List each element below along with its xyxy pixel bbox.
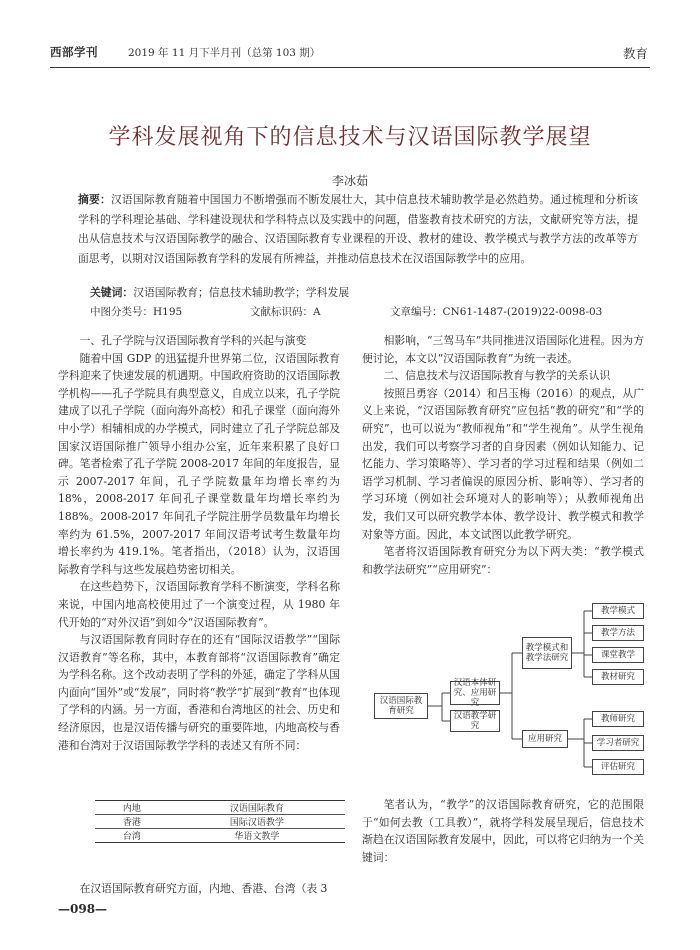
table-cell: 内地 bbox=[95, 801, 169, 815]
table-row bbox=[95, 829, 345, 843]
section-heading: 二、信息技术与汉语国际教育与教学的关系认识 bbox=[383, 369, 611, 383]
issue-info: 2019 年 11 月下半月刊（总第 103 期） bbox=[128, 47, 321, 59]
diagram-applied: 应用研究 bbox=[522, 730, 568, 748]
abstract-label: 摘要： bbox=[78, 193, 111, 206]
diagram-mid: 教学模式和教学法研究 bbox=[522, 637, 572, 669]
table-cell: 台湾 bbox=[95, 829, 169, 843]
paragraph: 相影响，“三驾马车”共同推进汉语国际化进程。因为方便讨论，本文以“汉语国际教育”为统一表述。 bbox=[362, 334, 644, 365]
author-name: 李冰茹 bbox=[331, 174, 368, 188]
diagram-leaf: 教学模式 bbox=[592, 603, 644, 619]
paragraph: 笔者认为，“教学”的汉语国际教育研究，它的范围限于“如何去教（工具教）”，就将学科发展呈现后，信息技术渐趋在汉语国际教育发展中，因此，可以将它归纳为一个关键词： bbox=[362, 798, 644, 864]
table-cell: 香港 bbox=[95, 815, 169, 829]
table-row bbox=[95, 815, 345, 829]
diagram-leaf: 学习者研究 bbox=[592, 735, 644, 751]
table-row bbox=[95, 801, 345, 815]
keywords-text: 汉语国际教育；信息技术辅助教学；学科发展 bbox=[133, 286, 350, 299]
right-after-diagram bbox=[362, 796, 644, 866]
running-header bbox=[50, 44, 650, 66]
right-column bbox=[362, 332, 644, 578]
left-column bbox=[58, 332, 340, 754]
diagram-branch-b: 汉语教学研究 bbox=[450, 710, 500, 732]
doc-code: 文献标识码：A bbox=[250, 306, 321, 318]
table-cell: 汉语国际教育 bbox=[169, 801, 345, 815]
abstract-text: 汉语国际教育随着中国国力不断增强而不断发展壮大，其中信息技术辅助教学是必然趋势。通过梳理和分析该学科的学科理论基础、学科建设现状和学科特点以及实践中的问题，借鉴教育技术研究的方法，文献研究等方法，提出从信息技术与汉语国际教学的融合、汉语国际教育专业课程的开设、教材的建设、教学模式与教学方法的改革等方面思考，以期对汉语国际教育学科的发展有所裨益，并推动信息技术在汉语国际教学中的应用。 bbox=[78, 193, 638, 265]
paragraph: 在这些趋势下，汉语国际教育学科不断演变，学科名称来说，中国内地高校使用过了一个演变过程，从 1980 年代开始的“对外汉语”到如今“汉语国际教育”。 bbox=[58, 580, 340, 629]
diagram-root: 汉语国际教育研究 bbox=[374, 693, 428, 719]
paragraph: 笔者将汉语国际教育研究分为以下两大类：“教学模式和教学法研究”“应用研究”： bbox=[362, 545, 644, 576]
region-name-table bbox=[95, 800, 345, 843]
page-number: —098— bbox=[58, 902, 108, 916]
diagram-leaf: 教学方法 bbox=[592, 625, 644, 641]
paragraph: 在汉语国际教育研究方面，内地、香港、台湾（表 3 bbox=[79, 882, 328, 895]
table-cell: 国际汉语教学 bbox=[169, 815, 345, 829]
paragraph: 与汉语国际教育同时存在的还有“国际汉语教学”“国际汉语教育”等名称，其中，本教育部将“汉语国际教育”确定为学科名称。这个改动表明了学科的外延，确定了学科从国内面向“国外”或“发展”，同时将“教学”扩展到“教育”也体现了学科的内涵。另一方面，香港和台湾地区的社会、历史和经济原因，也是汉语传播与研究的重要阵地，内地高校与香港和台湾对于汉语国际教学学科的表述又有所不同： bbox=[58, 633, 340, 752]
keywords-label: 关键词： bbox=[90, 286, 134, 299]
diagram-leaf: 课堂教学 bbox=[592, 647, 644, 663]
column-label: 教育 bbox=[622, 46, 648, 61]
article-number: 文章编号：CN61-1487-(2019)22-0098-03 bbox=[390, 306, 603, 318]
diagram-leaf: 评估研究 bbox=[592, 759, 644, 775]
research-classification-diagram bbox=[372, 591, 652, 791]
keywords bbox=[90, 285, 650, 300]
article-title: 学科发展视角下的信息技术与汉语国际教学展望 bbox=[108, 125, 592, 150]
abstract bbox=[78, 190, 638, 268]
paragraph: 按照吕勇容（2014）和吕玉梅（2016）的观点，从广义上来说，“汉语国际教育研究”应包括“教的研究”和“学的研究”，也可以说为“教师视角”和“学生视角”。从学生视角出发，我们可以考察学习者的自身因素（例如认知能力、记忆能力、学习策略等）、学习者的学习过程和结果（例如二语学习机制、学习者偏误的原因分析、影响等）、学习者的学习环境（例如社会环境对人的影响等）；从教师视角出发，我们又可以研究教学本体、教学设计、教学模式和教学对象等方面。因此，本文试图以此教学研究。 bbox=[362, 386, 644, 541]
article-meta bbox=[90, 304, 650, 320]
table-cell: 华语文教学 bbox=[169, 829, 345, 843]
left-after-table bbox=[58, 880, 340, 898]
header-rule bbox=[50, 67, 650, 68]
diagram-leaf: 教师研究 bbox=[592, 711, 644, 727]
section-heading: 一、孔子学院与汉语国际教育学科的兴起与演变 bbox=[79, 334, 307, 347]
diagram-leaf: 教材研究 bbox=[592, 669, 644, 685]
diagram-branch-a: 汉语本体研究、应用研究 bbox=[450, 681, 500, 705]
paragraph: 随着中国 GDP 的迅猛提升世界第二位，汉语国际教育学科迎来了快速发展的机遇期。中国政府资助的汉语国际教学机构——孔子学院具有典型意义，自成立以来，孔子学院建成了以孔子学院（面向海外高校）和孔子课堂（面向海外中小学）相辅相成的办学模式，同时建立了孔子学院总部及国家汉语国际推广领导小组办公室，近年来积累了良好口碑。笔者检索了孔子学院 2008-2017 年间的年度报告，显示 2007-2017 年间，孔子学院数量年均增长率约为 18%，2008-2017 年间孔子课堂数量年均增长率约为 188%。2008-2017 年间孔子学院注册学员数量年均增长率约为 61.5%，2007-2017 年间汉语考试考生数量年均增长率约为 419.1%。笔者指出，（2018）认为，汉语国际教育学科与这些发展趋势密切相关。 bbox=[58, 351, 340, 576]
journal-name: 西部学刊 bbox=[50, 45, 98, 59]
clc-number: 中图分类号：H195 bbox=[90, 306, 183, 318]
